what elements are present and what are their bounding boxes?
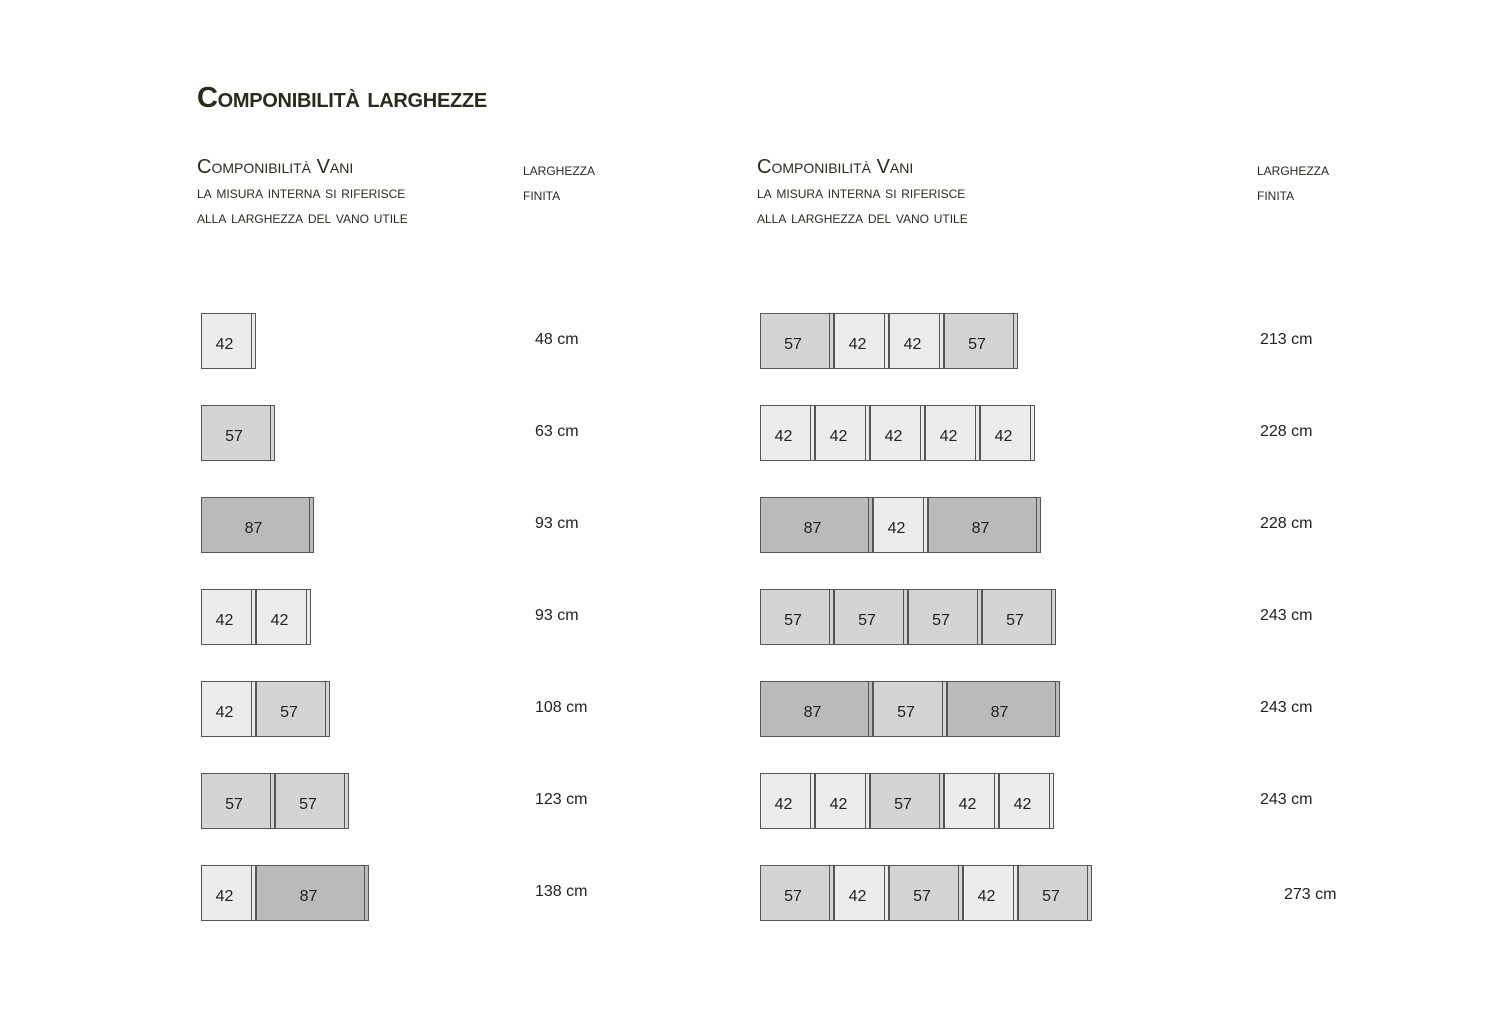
unit-42-block xyxy=(925,405,980,461)
unit-87-block xyxy=(256,865,369,921)
unit-57-block xyxy=(1018,865,1092,921)
unit-42-block xyxy=(834,313,889,369)
left-note-line2: alla larghezza del vano utile xyxy=(197,208,408,227)
unit-57-block xyxy=(275,773,349,829)
unit-label: 42 xyxy=(1013,796,1032,813)
unit-label: 57 xyxy=(1006,612,1024,629)
unit-57-block xyxy=(834,589,908,645)
unit-label: 42 xyxy=(774,796,793,813)
unit-label: 87 xyxy=(244,520,263,537)
unit-label: 42 xyxy=(829,796,848,813)
finished-width-value: 138 cm xyxy=(535,883,588,900)
unit-label: 57 xyxy=(299,796,317,813)
page-title: Componibilità larghezze xyxy=(197,82,487,114)
left-heading: Componibilità Vani xyxy=(197,156,354,178)
unit-42-block xyxy=(201,681,256,737)
unit-42-block xyxy=(834,865,889,921)
right-note-line1: la misura interna si riferisce xyxy=(757,183,966,202)
unit-label: 57 xyxy=(932,612,950,629)
unit-42-block xyxy=(944,773,999,829)
unit-42-block xyxy=(201,589,256,645)
unit-label: 42 xyxy=(977,888,996,905)
unit-57-block xyxy=(889,865,963,921)
unit-42-block xyxy=(256,589,311,645)
unit-label: 57 xyxy=(784,612,802,629)
unit-42-block xyxy=(999,773,1054,829)
unit-57-block xyxy=(256,681,330,737)
unit-label: 87 xyxy=(971,520,990,537)
unit-57-block xyxy=(201,405,275,461)
finished-width-value: 243 cm xyxy=(1260,699,1313,716)
unit-label: 42 xyxy=(270,612,289,629)
unit-87-block xyxy=(760,497,873,553)
right-width-label1: larghezza xyxy=(1257,160,1330,179)
unit-87-block xyxy=(928,497,1041,553)
unit-label: 57 xyxy=(968,336,986,353)
right-width-header xyxy=(1257,157,1329,207)
unit-87-block xyxy=(201,497,314,553)
unit-label: 42 xyxy=(215,336,234,353)
finished-width-value: 48 cm xyxy=(535,331,579,348)
unit-label: 57 xyxy=(913,888,931,905)
unit-42-block xyxy=(815,405,870,461)
unit-57-block xyxy=(760,313,834,369)
unit-label: 42 xyxy=(958,796,977,813)
finished-width-value: 243 cm xyxy=(1260,791,1313,808)
finished-width-value: 63 cm xyxy=(535,423,579,440)
finished-width-value: 243 cm xyxy=(1260,607,1313,624)
unit-42-block xyxy=(201,313,256,369)
unit-label: 42 xyxy=(829,428,848,445)
unit-label: 57 xyxy=(894,796,912,813)
right-note-line2: alla larghezza del vano utile xyxy=(757,208,968,227)
finished-width-value: 228 cm xyxy=(1260,515,1313,532)
unit-57-block xyxy=(908,589,982,645)
left-note-line1: la misura interna si riferisce xyxy=(197,183,406,202)
unit-label: 42 xyxy=(887,520,906,537)
unit-42-block xyxy=(963,865,1018,921)
unit-57-block xyxy=(870,773,944,829)
unit-label: 87 xyxy=(990,704,1009,721)
unit-87-block xyxy=(760,681,873,737)
unit-57-block xyxy=(760,589,834,645)
unit-label: 42 xyxy=(215,612,234,629)
unit-42-block xyxy=(760,405,815,461)
unit-label: 57 xyxy=(1042,888,1060,905)
unit-label: 42 xyxy=(848,888,867,905)
finished-width-value: 273 cm xyxy=(1284,886,1337,903)
unit-57-block xyxy=(873,681,947,737)
unit-42-block xyxy=(980,405,1035,461)
unit-42-block xyxy=(815,773,870,829)
unit-label: 57 xyxy=(897,704,915,721)
unit-label: 42 xyxy=(884,428,903,445)
unit-label: 57 xyxy=(280,704,298,721)
unit-label: 57 xyxy=(225,428,243,445)
left-width-header xyxy=(523,157,595,207)
unit-label: 42 xyxy=(215,888,234,905)
unit-42-block xyxy=(889,313,944,369)
unit-label: 42 xyxy=(994,428,1013,445)
unit-42-block xyxy=(873,497,928,553)
unit-label: 42 xyxy=(939,428,958,445)
unit-label: 87 xyxy=(299,888,318,905)
finished-width-value: 213 cm xyxy=(1260,331,1313,348)
finished-width-value: 93 cm xyxy=(535,515,579,532)
finished-width-value: 93 cm xyxy=(535,607,579,624)
unit-label: 42 xyxy=(848,336,867,353)
finished-width-value: 228 cm xyxy=(1260,423,1313,440)
unit-57-block xyxy=(760,865,834,921)
unit-label: 57 xyxy=(225,796,243,813)
unit-label: 42 xyxy=(774,428,793,445)
unit-label: 57 xyxy=(784,336,802,353)
unit-label: 87 xyxy=(803,704,822,721)
unit-label: 87 xyxy=(803,520,822,537)
finished-width-value: 123 cm xyxy=(535,791,588,808)
unit-57-block xyxy=(982,589,1056,645)
unit-42-block xyxy=(760,773,815,829)
unit-42-block xyxy=(870,405,925,461)
left-width-label1: larghezza xyxy=(523,160,596,179)
unit-57-block xyxy=(201,773,275,829)
unit-label: 42 xyxy=(903,336,922,353)
left-column-header xyxy=(197,155,408,230)
unit-42-block xyxy=(201,865,256,921)
right-column-header xyxy=(757,155,968,230)
left-width-label2: finita xyxy=(523,185,561,204)
finished-width-value: 108 cm xyxy=(535,699,588,716)
unit-label: 42 xyxy=(215,704,234,721)
unit-57-block xyxy=(944,313,1018,369)
right-heading: Componibilità Vani xyxy=(757,156,914,178)
right-width-label2: finita xyxy=(1257,185,1295,204)
unit-87-block xyxy=(947,681,1060,737)
unit-label: 57 xyxy=(784,888,802,905)
unit-label: 57 xyxy=(858,612,876,629)
